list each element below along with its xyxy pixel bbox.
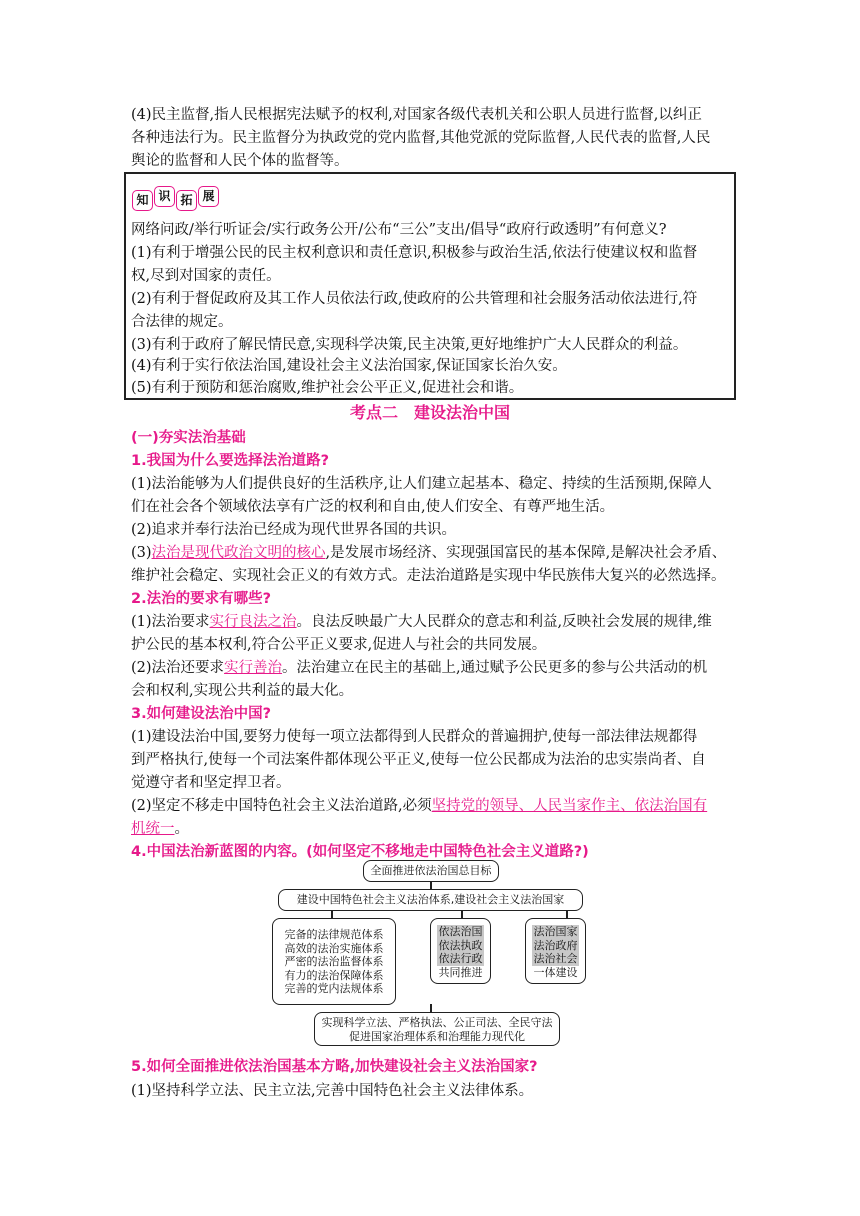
q3-line [131,795,741,818]
q5-title: 5.如何全面推进依法治国基本方略,加快建设社会主义法治国家? [131,1059,538,1075]
diagram-middle-box [430,918,491,984]
text-part: (3) [131,545,152,561]
middle-foot: 共同推进 [438,965,483,979]
box-line: (3)有利于政府了解民情民意,实现科学决策,民主决策,更好地维护广大人民群众的利益。 [131,337,688,353]
box-line: 合法律的规定。 [131,314,233,330]
right-highlight [532,925,579,966]
middle-item: 依法治国 [438,925,483,938]
knowledge-badge [132,188,220,209]
right-item: 法治政府 [533,938,578,952]
diagram-second-goal: 建设中国特色社会主义法治体系,建设社会主义法治国家 [278,889,583,911]
system-item: 完备的法律规范体系 [284,928,384,941]
diagram-left-systems [272,918,396,1005]
q1-title: 1.我国为什么要选择法治道路? [131,453,330,469]
middle-item: 依法行政 [438,952,483,965]
text-part: 。 [174,821,189,837]
intro-line-2: 各种违法行为。民主监督分为执政党的党内监督,其他党派的党际监督,人民代表的监督,人民 [131,130,711,146]
diagram-bottom-box [314,1012,560,1046]
underlined-key-phrase: 坚持党的领导、人民当家作主、依法治国有 [431,798,708,814]
q1-line: (1)法治能够为人们提供良好的生活秩序,让人们建立起基本、稳定、持续的生活预期,保障人 [131,476,712,492]
underlined-key-phrase: 实行善治 [224,660,283,676]
badge-char: 识 [154,186,175,207]
text-part: ,是发展市场经济、实现强国富民的基本保障,是解决社会矛盾、 [325,545,727,561]
q1-line: 们在社会各个领域依法享有广泛的权利和自由,使人们安全、有尊严地生活。 [131,499,615,515]
q3-line: (1)建设法治中国,要努力使每一项立法都得到人民群众的普遍拥护,使每一部法律法规都得 [131,729,698,745]
system-item: 严密的法治监督体系 [284,955,384,968]
text-part: (2)坚定不移走中国特色社会主义法治道路,必须 [131,798,432,814]
intro-line-3: 舆论的监督和人民个体的监督等。 [131,153,349,169]
underlined-key-phrase: 实行良法之治 [209,614,297,630]
q4-title: 4.中国法治新蓝图的内容。(如何坚定不移地走中国特色社会主义道路?) [131,844,589,860]
q1-line: (2)追求并奉行法治已经成为现代世界各国的共识。 [131,522,457,538]
system-item: 完善的党内法规体系 [284,982,384,995]
bottom-line: 实现科学立法、严格执法、公正司法、全民守法 [321,1016,553,1029]
intro-line-1: (4)民主监督,指人民根据宪法赋予的权利,对国家各级代表机关和公职人员进行监督,以纠正 [131,107,702,123]
right-item: 法治社会 [533,952,578,965]
q1-line [131,542,741,565]
badge-char: 知 [132,190,153,211]
box-line: (2)有利于督促政府及其工作人员依法行政,使政府的公共管理和社会服务活动依法进行,符 [131,291,698,307]
underlined-key-phrase: 法治是现代政治文明的核心 [151,545,326,561]
box-line: 权,尽到对国家的责任。 [131,268,281,284]
right-foot: 一体建设 [533,965,578,979]
box-line: (5)有利于预防和惩治腐败,维护社会公平正义,促进社会和谐。 [131,380,524,396]
text-part: (2)法治还要求 [131,660,225,676]
q2-line: 护公民的基本权利,符合公平正义要求,促进人与社会的共同发展。 [131,637,547,653]
system-item: 有力的法治保障体系 [284,968,384,982]
q3-line [131,818,741,841]
diagram-right-box [525,918,586,984]
middle-item: 依法执政 [438,938,483,952]
box-line: (4)有利于实行依法治国,建设社会主义法治国家,保证国家长治久安。 [131,358,567,374]
bottom-line: 促进国家治理体系和治理能力现代化 [349,1030,525,1043]
middle-highlight [437,925,484,966]
right-item: 法治国家 [533,925,578,938]
section-title [0,401,860,425]
text-part: 。良法反映最广大人民群众的意志和利益,反映社会发展的规律,维 [296,614,712,630]
q1-line: 维护社会稳定、实现社会正义的有效方式。走法治道路是实现中华民族伟大复兴的必然选择。 [131,568,726,584]
diagram-top-goal: 全面推进依法治国总目标 [363,860,499,882]
box-question: 网络问政/举行听证会/实行政务公开/公布“三公”支出/倡导“政府行政透明”有何意义? [131,222,667,238]
system-item: 高效的法治实施体系 [284,941,384,955]
q3-line: 到严格执行,使每一个司法案件都体现公平正义,使每一位公民都成为法治的忠实崇尚者、自 [131,752,706,768]
text-part: (1)法治要求 [131,614,210,630]
section-title-text: 考点二 建设法治中国 [349,403,510,422]
q2-title: 2.法治的要求有哪些? [131,591,272,607]
box-line: (1)有利于增强公民的民主权利意识和责任意识,积极参与政治生活,依法行使建议权和监督 [131,245,698,261]
underlined-key-phrase: 机统一 [131,821,175,837]
text-part: 。法治建立在民主的基础上,通过赋予公民更多的参与公共活动的机 [282,660,708,676]
badge-char: 拓 [176,190,197,211]
q3-title: 3.如何建设法治中国? [131,706,272,722]
q2-line [131,611,741,634]
q2-line [131,657,741,680]
sub-heading: (一)夯实法治基础 [131,430,246,446]
badge-char: 展 [198,186,219,207]
knowledge-extension-box [124,172,736,400]
q5-line: (1)坚持科学立法、民主立法,完善中国特色社会主义法律体系。 [131,1083,534,1099]
q3-line: 觉遵守者和坚定捍卫者。 [131,775,291,791]
q2-line: 会和权利,实现公共利益的最大化。 [131,683,354,699]
